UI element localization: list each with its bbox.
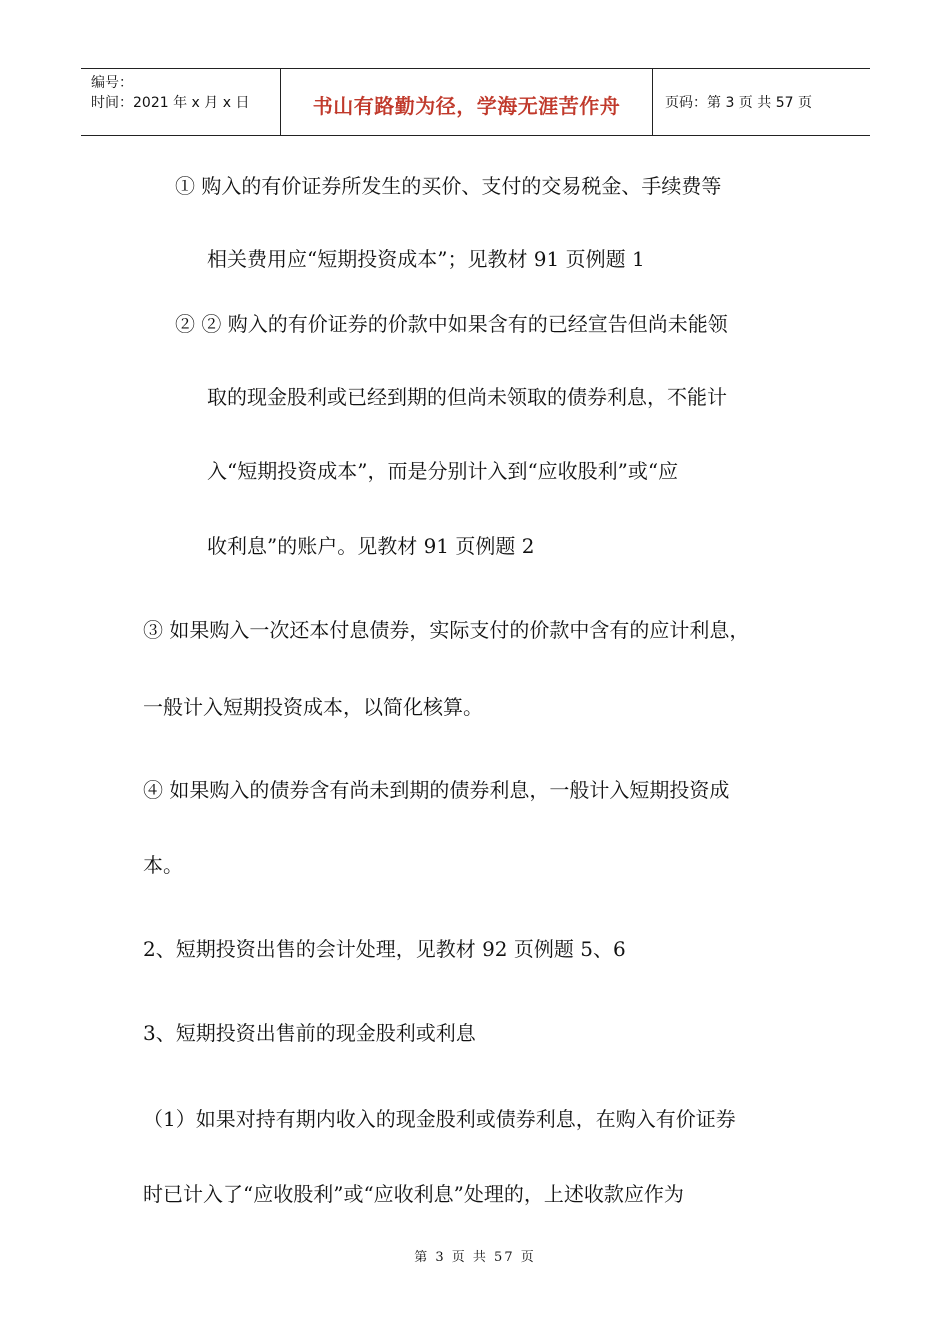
body-line-8: 一般计入短期投资成本，以简化核算。	[143, 695, 483, 719]
header-meta	[81, 69, 281, 135]
body-line-12: 3、短期投资出售前的现金股利或利息	[143, 1021, 476, 1045]
body-line-10: 本。	[143, 853, 183, 877]
body-line-5: 入“短期投资成本”，而是分别计入到“应收股利”或“应	[207, 459, 679, 483]
body-line-6: 收利息”的账户。见教材 91 页例题 2	[207, 534, 535, 558]
body-line-9: ④ 如果购入的债券含有尚未到期的债券利息，一般计入短期投资成	[143, 778, 730, 802]
body-line-3: ② ② 购入的有价证券的价款中如果含有的已经宣告但尚未能领	[175, 312, 728, 336]
body-line-2: 相关费用应“短期投资成本”；见教材 91 页例题 1	[207, 247, 645, 271]
document-date-label: 时间：2021 年 x 月 x 日	[91, 95, 250, 111]
body-line-13: （1）如果对持有期内收入的现金股利或债券利息，在购入有价证券	[143, 1107, 736, 1131]
page-footer: 第 3 页 共 57 页	[414, 1250, 536, 1265]
header-motto: 书山有路勤为径，学海无涯苦作舟	[281, 69, 653, 135]
header-page-info: 页码：第 3 页 共 57 页	[665, 95, 812, 111]
body-line-4: 取的现金股利或已经到期的但尚未领取的债券利息，不能计	[207, 385, 727, 409]
body-line-7: ③ 如果购入一次还本付息债券，实际支付的价款中含有的应计利息，	[143, 618, 750, 642]
document-number-label: 编号：	[91, 75, 133, 91]
body-line-14: 时已计入了“应收股利”或“应收利息”处理的，上述收款应作为	[143, 1182, 684, 1206]
body-line-1: ① 购入的有价证券所发生的买价、支付的交易税金、手续费等	[175, 174, 722, 198]
page-header	[81, 68, 870, 136]
body-line-11: 2、短期投资出售的会计处理，见教材 92 页例题 5、6	[143, 937, 626, 961]
